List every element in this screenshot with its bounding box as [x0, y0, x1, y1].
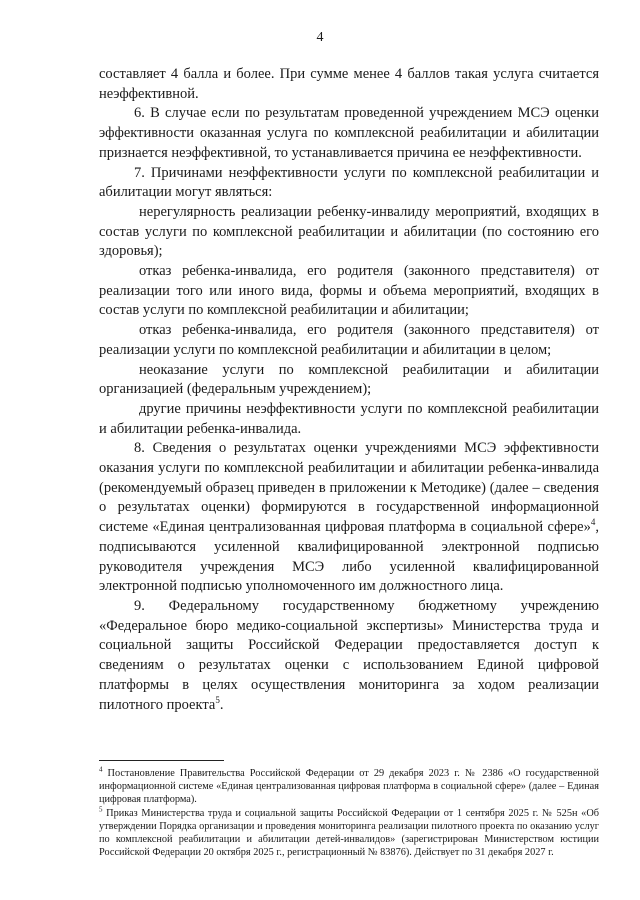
footnote-4-text: Постановление Правительства Российской Федерации от 29 декабря 2023 г. № 2386 «О государственной информационной системе «Единая централизованная цифровая платформа в социальной сфере» (далее – Единая цифровая платформа). — [99, 768, 599, 806]
footnote-separator — [99, 760, 224, 761]
paragraph-9-text-before: 9. Федеральному государственному бюджетному учреждению «Федеральное бюро медико-социальной экспертизы» Министерства труда и социальной защиты Российской Федерации предоставляется доступ к сведениям о результатах оценки с использованием Единой цифровой платформы в целях осуществления мониторинга за ходом реализации пилотного проекта — [99, 597, 599, 713]
footnote-ref-5[interactable]: 5 — [215, 694, 220, 705]
paragraph-8-text-before: 8. Сведения о результатах оценки учреждениями МСЭ эффективности оказания услуги по комплексной реабилитации и абилитации ребенка-инвалида (рекомендуемый образец приведен в приложении к Методике) (далее – сведения о результатах оценки) формируются в государственной информационной системе «Единая централизованная цифровая платформа в социальной сфере» — [99, 440, 599, 536]
reason-item-full-refusal: отказ ребенка-инвалида, его родителя (законного представителя) от реализации услуги по комплексной реабилитации и абилитации в целом; — [99, 322, 599, 358]
paragraph-9 — [99, 597, 599, 715]
reason-item-partial-refusal: отказ ребенка-инвалида, его родителя (законного представителя) от реализации того или иного вида, формы и объема мероприятий, входящих в состав услуги по комплексной реабилитации и абилитации; — [99, 263, 599, 319]
paragraph-continuation: составляет 4 балла и более. При сумме менее 4 баллов такая услуга считается неэффективной. — [99, 66, 599, 102]
footnotes — [99, 767, 599, 859]
paragraph-8-text-after: , подписываются усиленной квалифицированной электронной подписью руководителя учреждения МСЭ либо усиленной квалифицированной электронной подписью уполномоченного им должностного лица. — [99, 519, 599, 595]
paragraph-8 — [99, 439, 599, 597]
page-number: 4 — [316, 30, 324, 45]
paragraph-6: 6. В случае если по результатам проведенной учреждением МСЭ оценки эффективности оказанная услуга по комплексной реабилитации и абилитации признается неэффективной, то устанавливается причина ее неэффективности. — [99, 105, 599, 161]
footnote-5 — [99, 807, 599, 860]
footnote-5-number: 5 — [99, 805, 103, 814]
footnote-4-number: 4 — [99, 765, 103, 774]
paragraph-9-text-after: . — [219, 696, 224, 713]
reason-item-irregularity: нерегулярность реализации ребенку-инвалиду мероприятий, входящих в состав услуги по комплексной реабилитации и абилитации (по состоянию его здоровья); — [99, 203, 599, 260]
footnote-ref-4[interactable]: 4 — [590, 517, 596, 528]
reason-item-non-provision: неоказание услуги по комплексной реабилитации и абилитации организацией (федеральным учреждением); — [99, 361, 599, 398]
footnote-4 — [99, 767, 599, 807]
reason-item-other: другие причины неэффективности услуги по комплексной реабилитации и абилитации ребенка-инвалида. — [99, 400, 599, 437]
document-body — [99, 65, 599, 715]
paragraph-7: 7. Причинами неэффективности услуги по комплексной реабилитации и абилитации могут являться: — [99, 164, 599, 201]
footnote-5-text: Приказ Министерства труда и социальной защиты Российской Федерации от 1 сентября 2025 г. № 525н «Об утверждении Порядка организации и проведения мониторинга реализации пилотного проекта по оказанию услуг по комплексной реабилитации и абилитации детей-инвалидов» (зарегистрирован Министерством юстиции Российской Федерации 20 октября 2025 г., регистрационный № 83876). Действует по 31 декабря 2027 г. — [99, 807, 599, 859]
